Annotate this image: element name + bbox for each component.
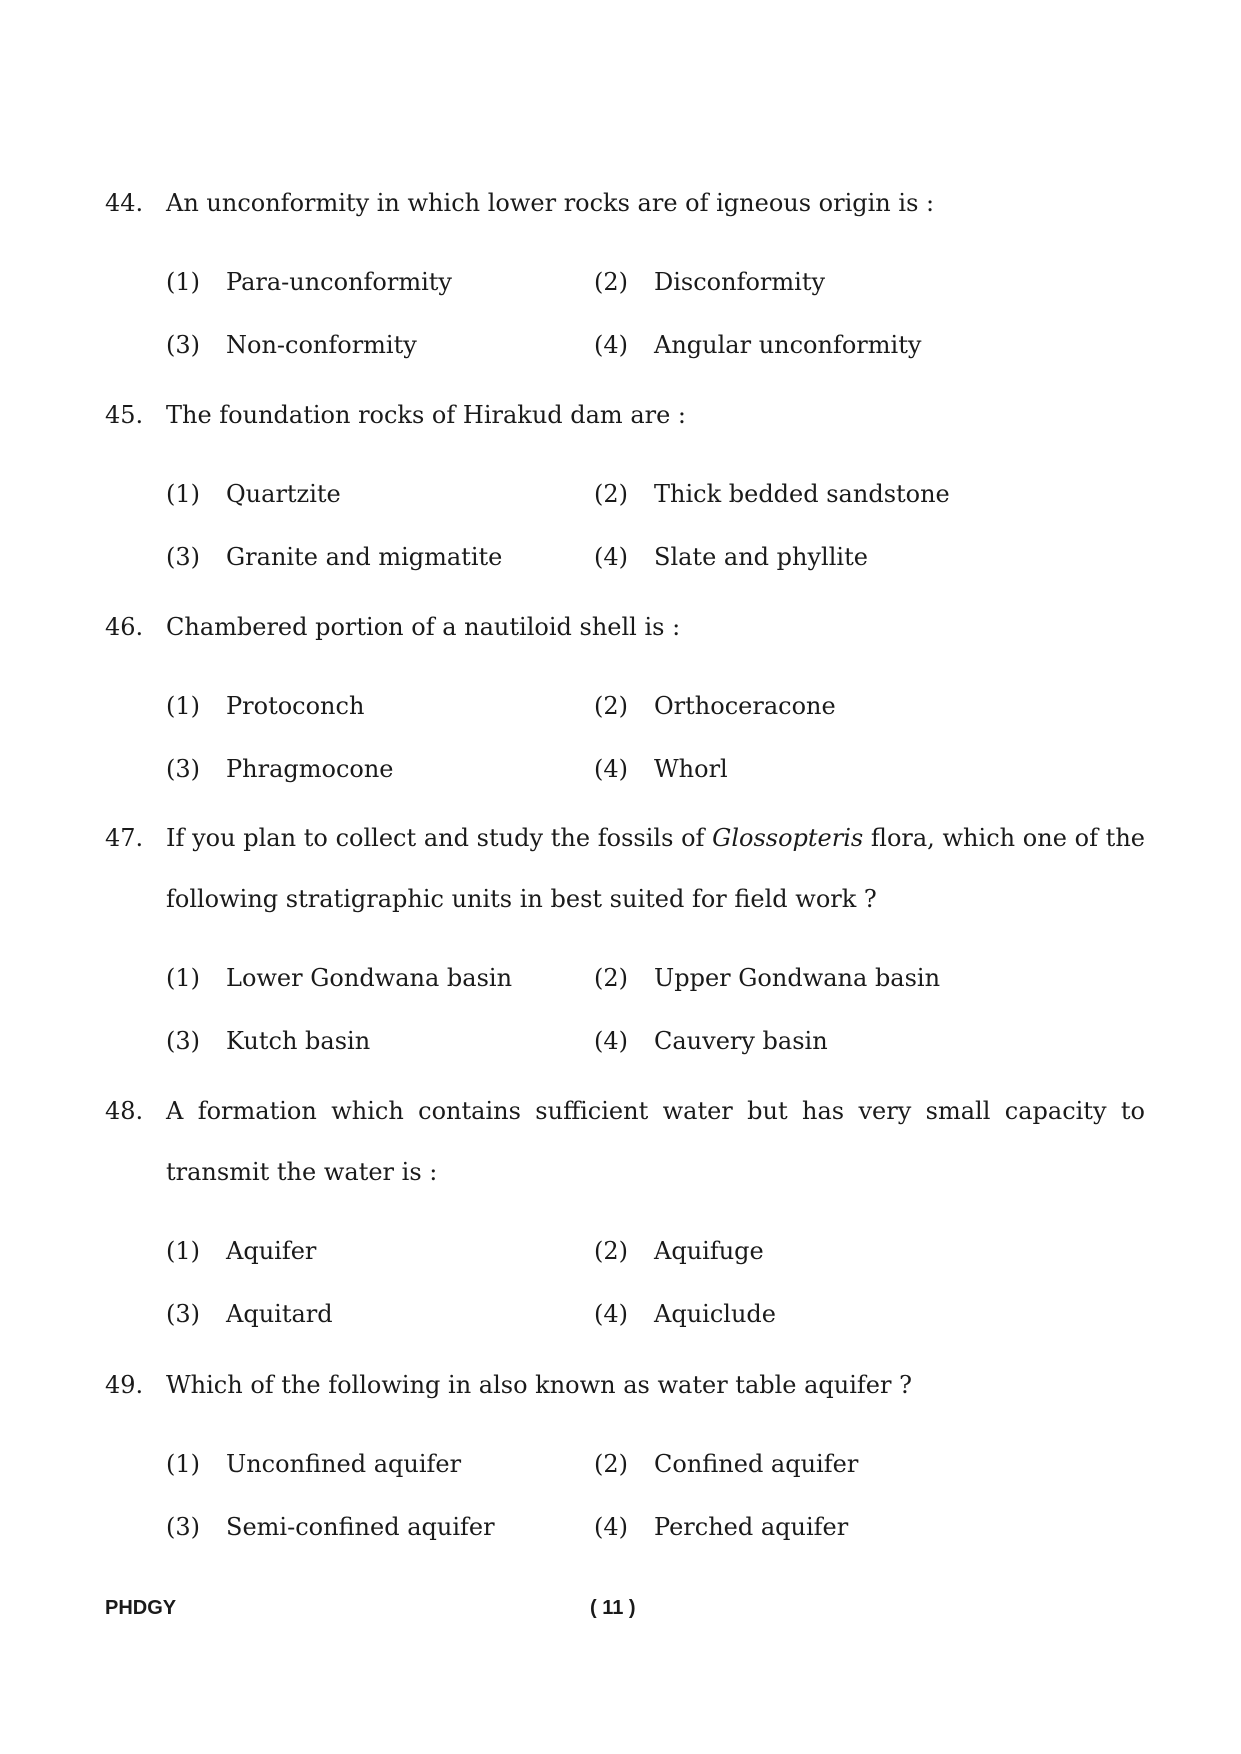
- option-label: Para-unconformity: [226, 267, 452, 296]
- question-text: [166, 808, 1145, 930]
- option-label: Thick bedded sandstone: [654, 479, 950, 508]
- question-47: [105, 808, 1145, 1072]
- question-text: Which of the following in also known as water table aquifer ?: [166, 1371, 912, 1399]
- option-number: (1): [166, 691, 200, 720]
- option-2[interactable]: [594, 268, 1022, 296]
- question-45: [105, 385, 1145, 588]
- option-3[interactable]: [166, 331, 594, 359]
- option-4[interactable]: [594, 1300, 1022, 1328]
- option-label: Confined aquifer: [654, 1449, 859, 1478]
- option-3[interactable]: [166, 1027, 594, 1055]
- option-2[interactable]: [594, 692, 1022, 720]
- option-3[interactable]: [166, 543, 594, 571]
- option-label: Whorl: [654, 754, 728, 783]
- question-number: 46.: [105, 613, 144, 641]
- question-text-part: If you plan to collect and study the fossils of: [166, 824, 713, 852]
- question-number: 49.: [105, 1371, 144, 1399]
- option-number: (4): [594, 1512, 628, 1541]
- option-2[interactable]: [594, 480, 1022, 508]
- option-label: Aquifer: [226, 1236, 317, 1265]
- option-label: Aquitard: [226, 1299, 333, 1328]
- option-4[interactable]: [594, 543, 1022, 571]
- option-number: (3): [166, 1512, 200, 1541]
- page-number: ( 11 ): [590, 1597, 636, 1619]
- question-number: 48.: [105, 1097, 144, 1125]
- options-list: [166, 1432, 1145, 1558]
- question-number: 44.: [105, 189, 144, 217]
- option-label: Unconfined aquifer: [226, 1449, 462, 1478]
- option-3[interactable]: [166, 1513, 594, 1541]
- option-number: (1): [166, 1236, 200, 1265]
- question-number: 45.: [105, 401, 144, 429]
- option-label: Granite and migmatite: [226, 542, 503, 571]
- option-label: Disconformity: [654, 267, 826, 296]
- question-49: [105, 1355, 1145, 1558]
- option-label: Aquifuge: [654, 1236, 764, 1265]
- option-label: Angular unconformity: [654, 330, 922, 359]
- option-label: Non-conformity: [226, 330, 417, 359]
- option-label: Upper Gondwana basin: [654, 963, 941, 992]
- question-text: Chambered portion of a nautiloid shell is :: [166, 613, 681, 641]
- option-1[interactable]: [166, 1450, 594, 1478]
- question-44: [105, 173, 1145, 376]
- question-text: An unconformity in which lower rocks are of igneous origin is :: [166, 189, 935, 217]
- option-number: (2): [594, 1236, 628, 1265]
- option-label: Aquiclude: [654, 1299, 776, 1328]
- question-number: 47.: [105, 824, 144, 852]
- option-number: (3): [166, 754, 200, 783]
- question-text-italic: Glossopteris: [712, 824, 864, 852]
- options-list: [166, 250, 1145, 376]
- options-list: [166, 946, 1145, 1072]
- option-label: Semi-confined aquifer: [226, 1512, 495, 1541]
- option-1[interactable]: [166, 692, 594, 720]
- option-4[interactable]: [594, 331, 1022, 359]
- option-label: Phragmocone: [226, 754, 394, 783]
- option-4[interactable]: [594, 1513, 1022, 1541]
- option-label: Kutch basin: [226, 1026, 371, 1055]
- option-number: (4): [594, 330, 628, 359]
- option-label: Cauvery basin: [654, 1026, 828, 1055]
- paper-code: PHDGY: [105, 1597, 177, 1619]
- option-2[interactable]: [594, 964, 1022, 992]
- option-label: Protoconch: [226, 691, 365, 720]
- options-list: [166, 1219, 1145, 1345]
- option-number: (3): [166, 1026, 200, 1055]
- option-number: (4): [594, 1026, 628, 1055]
- option-4[interactable]: [594, 755, 1022, 783]
- option-number: (3): [166, 542, 200, 571]
- option-number: (1): [166, 1449, 200, 1478]
- option-number: (2): [594, 267, 628, 296]
- option-2[interactable]: [594, 1450, 1022, 1478]
- option-number: (1): [166, 963, 200, 992]
- option-number: (3): [166, 1299, 200, 1328]
- option-number: (4): [594, 542, 628, 571]
- option-1[interactable]: [166, 1237, 594, 1265]
- option-label: Orthoceracone: [654, 691, 836, 720]
- question-text: A formation which contains sufficient water but has very small capacity to transmit the water is :: [166, 1097, 1145, 1186]
- option-1[interactable]: [166, 480, 594, 508]
- option-3[interactable]: [166, 1300, 594, 1328]
- option-1[interactable]: [166, 268, 594, 296]
- options-list: [166, 462, 1145, 588]
- option-number: (3): [166, 330, 200, 359]
- option-number: (2): [594, 479, 628, 508]
- option-3[interactable]: [166, 755, 594, 783]
- option-number: (4): [594, 1299, 628, 1328]
- question-text-part: flora, which one of the following stratigraphic units in best suited for field work ?: [166, 824, 1145, 913]
- option-number: (1): [166, 267, 200, 296]
- option-4[interactable]: [594, 1027, 1022, 1055]
- question-46: [105, 597, 1145, 800]
- option-label: Lower Gondwana basin: [226, 963, 513, 992]
- question-text: The foundation rocks of Hirakud dam are :: [166, 401, 687, 429]
- option-label: Perched aquifer: [654, 1512, 849, 1541]
- option-number: (1): [166, 479, 200, 508]
- option-1[interactable]: [166, 964, 594, 992]
- option-label: Quartzite: [226, 479, 341, 508]
- question-48: [105, 1081, 1145, 1345]
- option-number: (4): [594, 754, 628, 783]
- option-number: (2): [594, 963, 628, 992]
- option-number: (2): [594, 1449, 628, 1478]
- options-list: [166, 674, 1145, 800]
- option-label: Slate and phyllite: [654, 542, 868, 571]
- option-number: (2): [594, 691, 628, 720]
- option-2[interactable]: [594, 1237, 1022, 1265]
